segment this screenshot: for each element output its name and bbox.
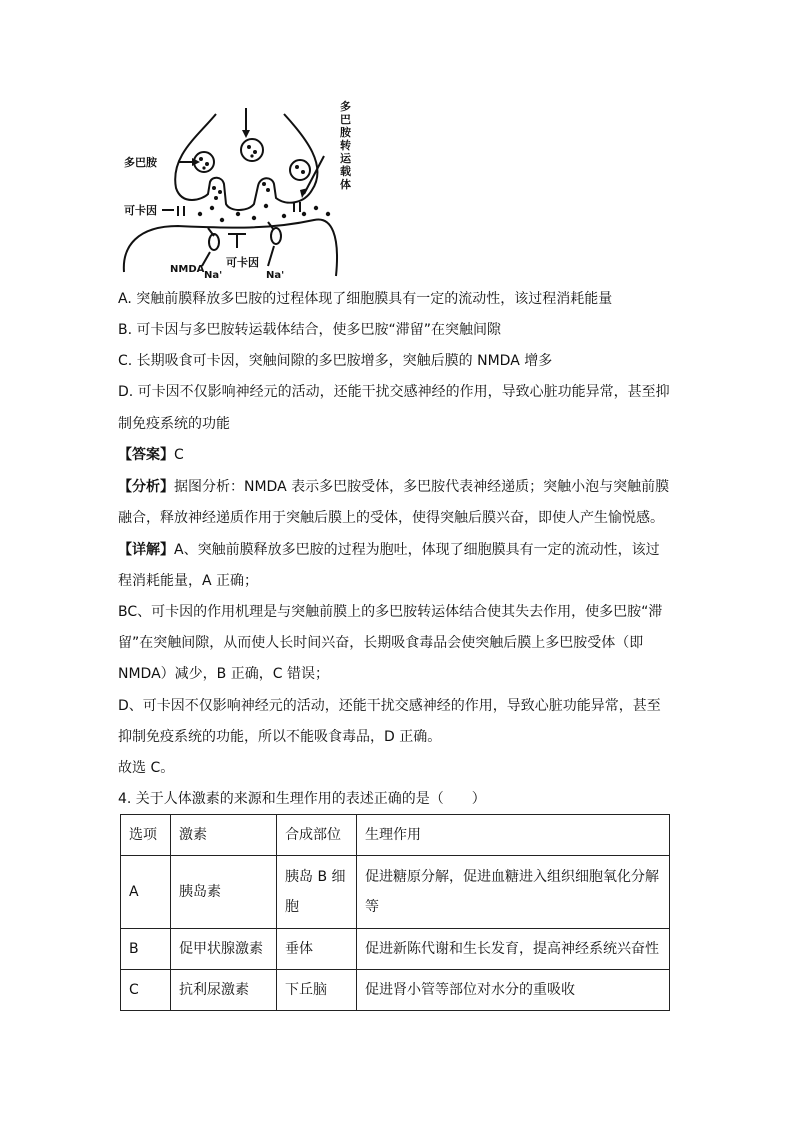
- analysis-tag: 【分析】: [118, 479, 174, 495]
- option-d-line1: D. 可卡因不仅影响神经元的活动，还能干扰交感神经的作用，导致心脏功能异常，甚至抑: [118, 384, 670, 400]
- detail-line4: 留”在突触间隙，从而使人长时间兴奋，长期吸食毒品会使突触后膜上多巴胺受体（即: [118, 635, 644, 651]
- label-nmda: NMDA: [170, 264, 205, 275]
- nmda-receptor: [271, 228, 281, 244]
- analysis-line2: 融合，释放神经递质作用于突触后膜上的受体，使得突触后膜兴奋，即使人产生愉悦感。: [118, 510, 664, 526]
- cell-site: 垂体: [277, 929, 357, 970]
- label-cocaine-left: 可卡因: [124, 204, 157, 217]
- label-na-left: Na': [204, 270, 223, 281]
- analysis-line1: 【分析】据图分析：NMDA 表示多巴胺受体，多巴胺代表神经递质；突触小泡与突触前膜: [118, 479, 670, 495]
- cocaine-marker: [228, 234, 246, 248]
- table-header-row: [121, 815, 670, 856]
- cell-hormone: 抗利尿激素: [171, 970, 277, 1011]
- header-option: 选项: [121, 815, 171, 856]
- option-c: C. 长期吸食可卡因，突触间隙的多巴胺增多，突触后膜的 NMDA 增多: [118, 353, 553, 369]
- detail-line7: 抑制免疫系统的功能，所以不能吸食毒品，D 正确。: [118, 729, 442, 745]
- cell-option: B: [121, 929, 171, 970]
- option-b: B. 可卡因与多巴胺转运载体结合，使多巴胺“滞留”在突触间隙: [118, 322, 502, 338]
- cell-site: 胰岛 B 细 胞: [277, 856, 357, 929]
- table-row: [121, 929, 670, 970]
- answer: [118, 445, 184, 465]
- cell-hormone: 促甲状腺激素: [171, 929, 277, 970]
- label-cocaine-bottom: 可卡因: [226, 256, 259, 269]
- label-transporter: 多 巴 胺 转 运 载 体: [340, 100, 351, 191]
- header-hormone: 激素: [171, 815, 277, 856]
- answer-value: C: [174, 447, 184, 463]
- question4-stem: 4. 关于人体激素的来源和生理作用的表述正确的是（ ）: [118, 791, 486, 807]
- label-na-right: Na': [266, 270, 285, 281]
- detail-line5: NMDA）减少，B 正确，C 错误；: [118, 666, 329, 682]
- table-row: [121, 856, 670, 929]
- label-dopamine: 多巴胺: [124, 156, 157, 169]
- cell-effect: 促进糖原分解，促进血糖进入组织细胞氧化分解 等: [357, 856, 670, 929]
- detail-tag: 【详解】: [118, 542, 174, 558]
- cell-effect: 促进肾小管等部位对水分的重吸收: [357, 970, 670, 1011]
- detail-line6: D、可卡因不仅影响神经元的活动，还能干扰交感神经的作用，导致心脏功能异常，甚至: [118, 698, 661, 714]
- detail-conclusion: 故选 C。: [118, 760, 175, 776]
- vesicle: [241, 139, 263, 161]
- detail-line2: 程消耗能量，A 正确；: [118, 573, 259, 589]
- cell-hormone: 胰岛素: [171, 856, 277, 929]
- header-site: 合成部位: [277, 815, 357, 856]
- option-d-line2: 制免疫系统的功能: [118, 416, 230, 432]
- header-effect: 生理作用: [357, 815, 670, 856]
- vesicle: [290, 160, 310, 180]
- cell-option: C: [121, 970, 171, 1011]
- synapse-diagram: [118, 96, 368, 286]
- cell-effect: 促进新陈代谢和生长发育，提高神经系统兴奋性: [357, 929, 670, 970]
- answer-tag: 【答案】: [118, 447, 174, 463]
- option-a: A. 突触前膜释放多巴胺的过程体现了细胞膜具有一定的流动性，该过程消耗能量: [118, 291, 613, 307]
- cell-option: A: [121, 856, 171, 929]
- detail-line1: 【详解】A、突触前膜释放多巴胺的过程为胞吐，体现了细胞膜具有一定的流动性，该过: [118, 542, 660, 558]
- table-row: [121, 970, 670, 1011]
- detail-line3: BC、可卡因的作用机理是与突触前膜上的多巴胺转运体结合使其失去作用，使多巴胺“滞: [118, 604, 663, 620]
- nmda-receptor: [209, 234, 219, 250]
- cell-site: 下丘脑: [277, 970, 357, 1011]
- hormone-table: [120, 814, 670, 1011]
